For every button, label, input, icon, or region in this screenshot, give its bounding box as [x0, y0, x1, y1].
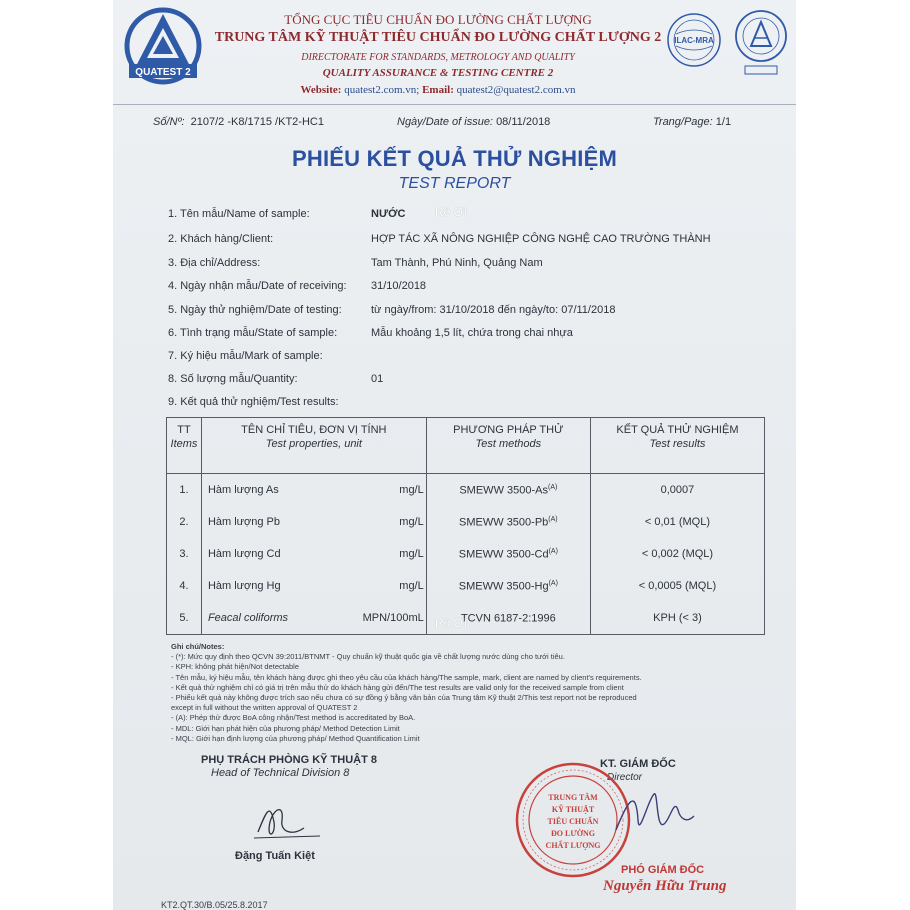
row-index: 5. — [167, 602, 202, 635]
row-property-name: Hàm lượng Cd — [207, 548, 281, 560]
row-property-name: Hàm lượng Pb — [207, 516, 280, 528]
note-line: except in full without the written approval of QUATEST 2 — [171, 703, 358, 713]
note-line: - KPH: không phát hiện/Not detectable — [171, 662, 299, 672]
row-method-name: SMEWW 3500-Hg — [458, 580, 549, 593]
note-line: - Phiếu kết quả này không được trích sao nếu chưa có sự đồng ý bằng văn bản của Trung tâm Kỹ thuật 2/This test report not be reproduced — [171, 693, 637, 703]
row-property — [201, 602, 426, 635]
issue-date-label: Ngày/Date of issue: — [397, 116, 493, 128]
note-line: - MQL: Giới hạn định lượng của phương pháp/ Method Quantification Limit — [171, 733, 420, 743]
row-index: 1. — [167, 474, 202, 507]
row-index: 2. — [167, 506, 202, 538]
page-label: Trang/Page: — [653, 116, 713, 128]
table-row — [167, 570, 765, 602]
header-properties — [201, 418, 426, 474]
row-method-sup: (A) — [548, 515, 558, 523]
table-row — [167, 538, 765, 570]
row-method-sup: (A) — [548, 579, 558, 587]
right-signer-name: Nguyễn Hữu Trung — [603, 878, 727, 894]
stamp-line: CHẤT LƯỢNG — [545, 841, 601, 850]
info-label-3: 3. Địa chỉ/Address: — [168, 257, 261, 269]
report-number — [153, 116, 324, 128]
report-subtitle: TEST REPORT — [398, 175, 511, 192]
header-divider — [113, 104, 796, 105]
header-properties-en: Test properties, unit — [265, 438, 362, 450]
stamp-line: ĐO LƯỜNG — [551, 829, 595, 838]
issue-date-value: 08/11/2018 — [496, 116, 551, 128]
table-row — [167, 474, 765, 507]
header-line-3: DIRECTORATE FOR STANDARDS, METROLOGY AND QUALITY — [301, 52, 575, 63]
stamp-line: KỸ THUẬT — [551, 805, 595, 814]
right-signer-subtitle: Director — [607, 772, 643, 783]
info-value-5: từ ngày/from: 31/10/2018 đến ngày/to: 07/11/2018 — [371, 304, 616, 316]
row-method — [426, 506, 590, 538]
row-property — [201, 506, 426, 538]
row-property-unit: MPN/100mL — [362, 612, 424, 624]
stamp-line: TRUNG TÂM — [548, 793, 598, 802]
info-value-1: NƯỚC — [371, 208, 406, 220]
row-method-name: SMEWW 3500-As — [459, 484, 548, 497]
row-property-unit: mg/L — [399, 516, 424, 528]
test-report-page — [113, 0, 796, 910]
results-table — [166, 417, 765, 635]
row-method-name: TCVN 6187-2:1996 — [460, 612, 556, 625]
table-row — [167, 506, 765, 538]
info-label-4: 4. Ngày nhận mẫu/Date of receiving: — [168, 280, 347, 292]
header-items-vi: TT — [177, 424, 191, 436]
header-line-4: QUALITY ASSURANCE & TESTING CENTRE 2 — [322, 67, 554, 79]
logo-text: QUATEST 2 — [135, 67, 191, 78]
report-title: PHIẾU KẾT QUẢ THỬ NGHIỆM — [292, 146, 617, 171]
left-signature — [248, 792, 328, 847]
report-number-value: 2107/2 -K8/1715 /KT2-HC1 — [190, 116, 324, 128]
left-signer-subtitle: Head of Technical Division 8 — [211, 767, 350, 779]
row-method — [426, 570, 590, 602]
info-value-8: 01 — [371, 373, 384, 385]
watermark-bottom: Rô Ơi — [435, 616, 467, 630]
header-methods — [426, 418, 590, 474]
note-line: - Kết quả thử nghiệm chỉ có giá trị trên mẫu thử do khách hàng gửi đến/The test results are valid only for the received sample from client — [171, 682, 624, 692]
row-index: 3. — [167, 538, 202, 570]
header-contact — [213, 84, 663, 96]
row-method — [426, 538, 590, 570]
row-property — [201, 474, 426, 507]
email-link[interactable]: quatest2@quatest2.com.vn — [456, 84, 576, 96]
report-number-label: Số/Nº: — [153, 116, 185, 128]
issue-date — [397, 116, 550, 128]
row-result: < 0,01 (MQL) — [590, 506, 764, 538]
row-property-name: Hàm lượng Hg — [207, 580, 281, 592]
row-property-name: Hàm lượng As — [207, 484, 279, 496]
form-code: KT2.QT.30/B.05/25.8.2017 — [161, 900, 268, 910]
info-label-7: 7. Ký hiệu mẫu/Mark of sample: — [168, 350, 323, 362]
info-label-6: 6. Tình trạng mẫu/State of sample: — [168, 327, 338, 339]
website-link[interactable]: quatest2.com.vn; — [344, 84, 420, 96]
boa-accreditation-seal — [733, 8, 789, 78]
row-property-unit: mg/L — [399, 580, 424, 592]
page-indicator — [653, 116, 731, 128]
row-result: KPH (< 3) — [590, 602, 764, 635]
quatest-logo — [123, 6, 203, 90]
row-index: 4. — [167, 570, 202, 602]
row-method — [426, 474, 590, 507]
left-signer-name: Đặng Tuấn Kiệt — [235, 850, 315, 862]
note-line: - (*): Mức quy định theo QCVN 39:2011/BTNMT - Quy chuẩn kỹ thuật quốc gia về chất lượng nước dùng cho tưới tiêu. — [171, 652, 565, 662]
row-property-unit: mg/L — [399, 484, 424, 496]
note-line: - MDL: Giới hạn phát hiện của phương pháp/ Method Detection Limit — [171, 723, 400, 733]
info-value-4: 31/10/2018 — [371, 280, 427, 292]
row-method-sup: (A) — [548, 547, 558, 555]
row-result: 0,0007 — [590, 474, 764, 507]
info-label-2: 2. Khách hàng/Client: — [168, 233, 274, 245]
header-items — [167, 418, 202, 474]
header-line-2: TRUNG TÂM KỸ THUẬT TIÊU CHUẨN ĐO LƯỜNG CHẤT LƯỢNG 2 — [214, 30, 662, 45]
left-signer-title: PHỤ TRÁCH PHÒNG KỸ THUẬT 8 — [201, 754, 378, 766]
results-header-row — [167, 418, 765, 474]
notes-block — [171, 642, 642, 744]
row-property-name: Feacal coliforms — [207, 612, 289, 624]
info-label-1: 1. Tên mẫu/Name of sample: — [168, 208, 310, 220]
info-label-9: 9. Kết quả thử nghiệm/Test results: — [168, 396, 339, 408]
notes-title: Ghi chú/Notes: — [171, 642, 225, 651]
row-property — [201, 570, 426, 602]
info-label-5: 5. Ngày thử nghiệm/Date of testing: — [168, 304, 342, 316]
header-results-vi: KẾT QUẢ THỬ NGHIỆM — [616, 424, 739, 436]
watermark-top: Rô Ơi — [435, 205, 467, 219]
right-signature — [608, 780, 698, 850]
row-property-unit: mg/L — [399, 548, 424, 560]
note-line: - Tên mẫu, ký hiệu mẫu, tên khách hàng được ghi theo yêu cầu của khách hàng/The sample, mark, client are named by client's requirements. — [171, 672, 642, 682]
info-value-6: Mẫu khoảng 1,5 lít, chứa trong chai nhựa — [371, 327, 573, 339]
row-method-name: SMEWW 3500-Cd — [458, 548, 549, 561]
page-value: 1/1 — [715, 116, 732, 128]
header-results — [590, 418, 764, 474]
right-signer-role: PHÓ GIÁM ĐỐC — [621, 864, 705, 876]
row-result: < 0,0005 (MQL) — [590, 570, 764, 602]
email-label: Email: — [422, 84, 454, 96]
row-method-name: SMEWW 3500-Pb — [459, 516, 549, 529]
row-method-sup: (A) — [547, 483, 558, 491]
note-line: - (A): Phép thử được BoA công nhận/Test method is accreditated by BoA. — [171, 713, 416, 723]
header-items-en: Items — [170, 438, 198, 450]
right-signer-title: KT. GIÁM ĐỐC — [600, 758, 676, 770]
info-value-3: Tam Thành, Phú Ninh, Quảng Nam — [371, 257, 543, 269]
stamp-line: TIÊU CHUẨN — [547, 817, 599, 826]
ilac-mra-seal — [666, 12, 722, 68]
info-value-2: HỢP TÁC XÃ NÔNG NGHIỆP CÔNG NGHỆ CAO TRƯỜNG THÀNH — [371, 233, 711, 245]
row-result: < 0,002 (MQL) — [590, 538, 764, 570]
seal1-text: ILAC-MRA — [674, 36, 714, 45]
info-label-8: 8. Số lượng mẫu/Quantity: — [168, 373, 298, 385]
header-methods-en: Test methods — [475, 438, 542, 450]
row-property — [201, 538, 426, 570]
header-line-1: TỔNG CỤC TIÊU CHUẨN ĐO LƯỜNG CHẤT LƯỢNG — [284, 12, 592, 27]
header-properties-vi: TÊN CHỈ TIÊU, ĐƠN VỊ TÍNH — [241, 424, 387, 436]
website-label: Website: — [300, 84, 342, 96]
header-results-en: Test results — [649, 438, 706, 450]
header-methods-vi: PHƯƠNG PHÁP THỬ — [453, 424, 564, 436]
